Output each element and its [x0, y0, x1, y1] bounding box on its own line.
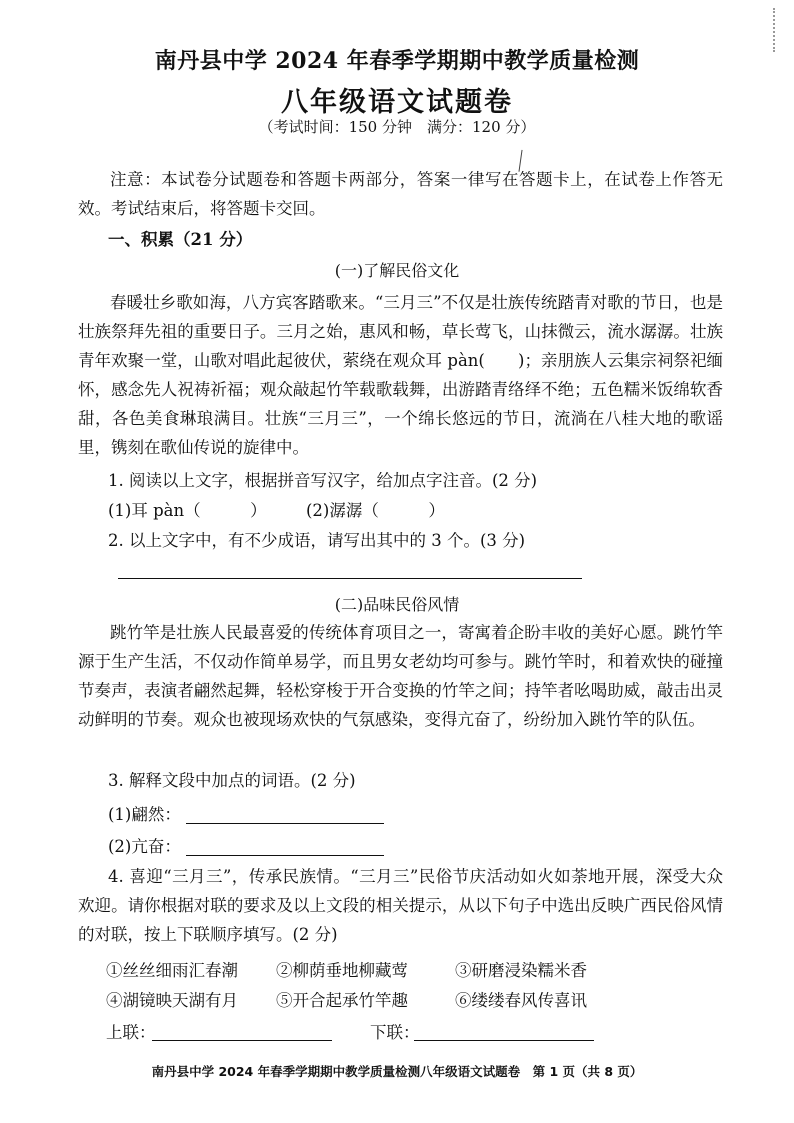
question-2: 2. 以上文字中，有不少成语，请写出其中的 3 个。(3 分): [108, 531, 526, 550]
option-2: ②柳荫垂地柳藏莺: [276, 961, 408, 980]
page-footer: 南丹县中学 2024 年春季学期期中教学质量检测八年级语文试题卷 第 1 页（共 8 页）: [151, 1064, 643, 1079]
option-1: ①丝丝细雨汇春潮: [106, 961, 238, 980]
option-5: ⑤开合起承竹竿趣: [276, 991, 408, 1010]
answer-line-q3-2[interactable]: [186, 855, 384, 856]
part2-heading: (二)品味民俗风情: [334, 595, 460, 614]
answer-line-q3-1[interactable]: [186, 823, 384, 824]
notice-text: 注意：本试卷分试题卷和答题卡两部分，答案一律写在答题卡上，在试卷上作答无效。考试结束后，将答题卡交回。: [78, 170, 723, 218]
part1-passage: 春暖壮乡歌如海，八方宾客踏歌来。“三月三”不仅是壮族传统踏青对歌的节日，也是壮族祭拜先祖的重要日子。三月之始，惠风和畅，草长莺飞，山抹微云，流水潺潺。壮族青年欢聚一堂，山歌对唱此起彼伏，萦绕在观众耳 pàn( )；亲朋族人云集宗祠祭祀缅怀，感念先人祝祷祈福；观众敲起竹竿载歌载舞，出游踏青络绎不绝；五色糯米饭绵软香甜，各色美食琳琅满目。壮族“三月三”，一个绵长悠远的节日，流淌在八桂大地的歌谣里，镌刻在歌仙传说的旋律中。: [78, 293, 723, 457]
question-1: 1. 阅读以上文字，根据拼音写汉字，给加点字注音。(2 分): [108, 471, 538, 490]
answer-line-lower-couplet[interactable]: [414, 1040, 594, 1041]
answer-line-upper-couplet[interactable]: [152, 1040, 332, 1041]
option-4: ④湖镜映天湖有月: [106, 991, 238, 1010]
option-3: ③研磨浸染糯米香: [455, 961, 587, 980]
question-3-sub2: (2)亢奋：: [108, 837, 181, 856]
question-3-sub1: (1)翩然：: [108, 805, 181, 824]
question-4: 4. 喜迎“三月三”，传承民族情。“三月三”民俗节庆活动如火如荼地开展，深受大众欢迎。请你根据对联的要求及以上文段的相关提示，从以下句子中选出反映广西民俗风情的对联，按上下联顺序填写。(2 分): [78, 867, 723, 944]
question-1-sub1: (1)耳 pàn（ ）: [108, 501, 267, 520]
option-6: ⑥缕缕春风传喜讯: [455, 991, 587, 1010]
part1-heading: (一)了解民俗文化: [334, 261, 460, 280]
section-heading: 一、积累（21 分）: [108, 230, 253, 249]
exam-subject-title: 八年级语文试题卷: [281, 87, 513, 118]
exam-info: （考试时间：150 分钟 满分：120 分）: [258, 118, 536, 136]
question-1-sub2: (2)潺潺（ ）: [306, 501, 445, 520]
answer-line-q2[interactable]: [118, 578, 582, 579]
exam-title: 南丹县中学 2024 年春季学期期中教学质量检测: [154, 48, 640, 74]
lower-couplet-label: 下联：: [370, 1023, 420, 1042]
upper-couplet-label: 上联：: [106, 1023, 156, 1042]
part2-passage: 跳竹竿是壮族人民最喜爱的传统体育项目之一，寄寓着企盼丰收的美好心愿。跳竹竿源于生产生活，不仅动作简单易学，而且男女老幼均可参与。跳竹竿时，和着欢快的碰撞节奏声，表演者翩然起舞，轻松穿梭于开合变换的竹竿之间；持竿者吆喝助威，敲击出灵动鲜明的节奏。观众也被现场欢快的气氛感染，变得亢奋了，纷纷加入跳竹竿的队伍。: [78, 623, 723, 729]
question-3: 3. 解释文段中加点的词语。(2 分): [108, 771, 356, 790]
